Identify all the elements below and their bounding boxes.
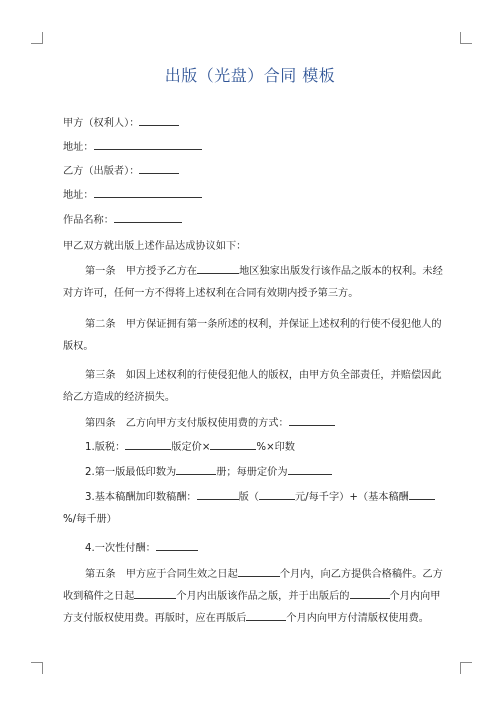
fill-blank[interactable]: [176, 462, 216, 475]
field-address-2: [63, 185, 441, 207]
fill-blank[interactable]: [289, 413, 335, 426]
corner-mark-bottom-right: [460, 662, 472, 674]
document-title: 出版（光盘）合同 模板: [164, 66, 336, 85]
corner-mark-bottom-left: [31, 662, 43, 674]
item-text: %/每千册）: [63, 514, 117, 525]
item-text: 版（: [238, 492, 259, 503]
fill-blank[interactable]: [139, 113, 179, 126]
article-2: 第二条 甲方保证拥有第一条所述的权利，并保证上述权利的行使不侵犯他人的版权。: [63, 319, 442, 352]
article-1: [63, 261, 443, 305]
article-4-item-2: [85, 462, 441, 484]
fill-blank[interactable]: [125, 437, 171, 450]
fill-blank[interactable]: [409, 487, 435, 500]
article-text: 第四条 乙方向甲方支付版权使用费的方式：: [85, 418, 289, 429]
item-text: 2.第一版最低印数为: [85, 467, 177, 478]
fill-blank[interactable]: [210, 437, 256, 450]
item-text: 册；每册定价为: [216, 467, 288, 478]
article-text: 个月内，向乙方提供合格稿件。乙方收到稿件之日起: [63, 569, 443, 602]
fill-blank[interactable]: [259, 487, 295, 500]
field-work-name: [63, 210, 441, 232]
fill-blank[interactable]: [134, 586, 176, 599]
article-text: 个月内向甲方支付版权使用费。再版时，应在再版后: [63, 591, 441, 624]
fill-blank[interactable]: [139, 161, 179, 174]
fill-blank[interactable]: [197, 261, 239, 274]
field-label: 地址：: [63, 142, 94, 153]
item-text: 元/每千字）+（基本稿酬: [294, 492, 409, 503]
article-text: 第五条 甲方应于合同生效之日起: [85, 569, 238, 580]
field-party-a: [63, 113, 441, 135]
fill-blank[interactable]: [197, 487, 239, 500]
item-text: 版定价×: [171, 442, 211, 453]
article-4-item-4: [85, 538, 441, 560]
item-text: %×印数: [256, 442, 295, 453]
article-4-item-3: [63, 487, 443, 531]
fill-blank[interactable]: [114, 210, 182, 223]
article-text: 地区独家出版发行该作品之版本的权利。未经对方许可，任何一方不得将上述权利在合同有效期内授予第三方。: [63, 266, 443, 299]
field-label: 作品名称：: [63, 215, 114, 226]
fill-blank[interactable]: [94, 137, 202, 150]
fill-blank[interactable]: [238, 564, 280, 577]
fill-blank[interactable]: [288, 462, 332, 475]
field-party-b: [63, 161, 441, 183]
field-label: 乙方（出版者）：: [63, 166, 140, 177]
article-5: [63, 564, 443, 630]
field-label: 甲方（权利人）：: [63, 118, 140, 129]
corner-mark-top-right: [460, 32, 472, 44]
article-text: 第一条 甲方授予乙方在: [85, 266, 198, 277]
article-text: 个月内向甲方付清版权使用费。: [286, 613, 429, 624]
fill-blank[interactable]: [94, 185, 202, 198]
article-3: 第三条 如因上述权利的行使侵犯他人的版权，由甲方负全部责任，并赔偿因此给乙方造成的经济损失。: [63, 370, 442, 403]
field-label: 地址：: [63, 190, 94, 201]
fill-blank[interactable]: [350, 586, 390, 599]
fill-blank[interactable]: [246, 608, 286, 621]
corner-mark-top-left: [31, 32, 43, 44]
agreement-intro: 甲乙双方就出版上述作品达成协议如下：: [63, 241, 247, 252]
fill-blank[interactable]: [156, 538, 198, 551]
item-text: 4.一次性付酬：: [85, 543, 156, 554]
article-4-heading: [85, 413, 441, 435]
article-text: 个月内出版该作品之版，并于出版后的: [176, 591, 350, 602]
field-address-1: [63, 137, 441, 159]
item-text: 1.版税：: [85, 442, 126, 453]
article-4-item-1: [85, 437, 441, 459]
item-text: 3.基本稿酬加印数稿酬：: [85, 492, 197, 503]
